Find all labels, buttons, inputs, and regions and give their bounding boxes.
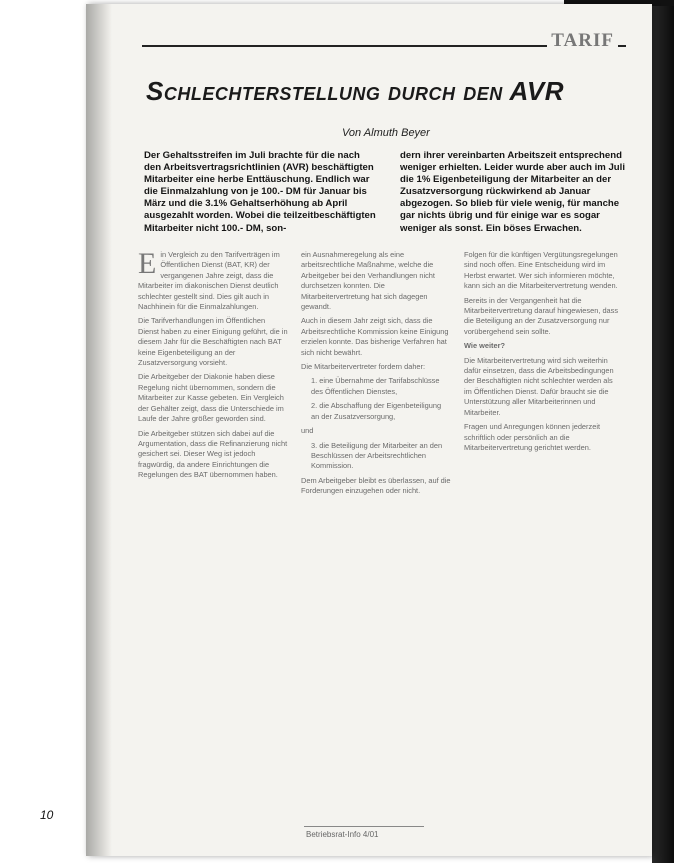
body-paragraph: Fragen und Anregungen können jederzeit schriftlich oder persönlich an die Mitarbeitervertretung gerichtet werden. xyxy=(464,422,601,452)
body-paragraph: und xyxy=(301,426,314,436)
body-paragraph: Bereits in der Vergangenheit hat die Mitarbeitervertretung darauf hingewiesen, dass die Beteiligung an der Zusatzversorgung nur vorübergehend sein sollte. xyxy=(464,295,619,336)
magazine-page xyxy=(86,4,652,856)
body-paragraph: Die Arbeitgeber stützen sich dabei auf die Argumentation, dass die Refinanzierung nicht gesichert sei. Dieser Weg ist jedoch fragwürdig, da andere Einrichtungen die Regelungen des BAT übernommen haben. xyxy=(138,428,288,480)
list-item: 2. die Abschaffung der Eigenbeteiligung an der Zusatzversorgung, xyxy=(311,401,442,421)
body-column-3 xyxy=(464,250,622,457)
body-column-2 xyxy=(301,250,451,501)
list-item: 3. die Beteiligung der Mitarbeiter an den Beschlüssen der Arbeitsrechtlichen Kommission. xyxy=(311,440,443,471)
lead-paragraph-left: Der Gehaltsstreifen im Juli brachte für die nach den Arbeitsvertragsrichtlinien (AVR) beschäftigten Mitarbeiter eine herbe Enttäuschung. Endlich war die Einmalzahlung von je 100.- DM für Januar bis März und die 3.1% Gehaltserhöhung ab April ausgezahlt worden. Wobei die teilzeitbeschäftigten Mitarbeiter nicht 100.- DM, son- xyxy=(144,150,376,234)
body-paragraph: ein Ausnahmeregelung als eine arbeitsrechtliche Maßnahme, welche die Arbeitgeber bei den Verhandlungen nicht durchsetzen konnten. Die Mitarbeitervertretung hat sich dagegen gewandt. xyxy=(301,250,435,312)
lead-paragraph-right: dern ihrer vereinbarten Arbeitszeit entsprechend weniger erhielten. Leider wurde aber auch im Juli die 1% Eigenbeteiligung der Mitarbeiter an der Zusatzversorgung rückwirkend ab Januar abgezogen. So blieb für viele wenig, für manche gar nichts übrig und für einige war es sogar weniger als sonst. Ein böses Erwachen. xyxy=(400,150,625,234)
page-number: 10 xyxy=(40,808,54,822)
body-paragraph: Folgen für die künftigen Vergütungsregelungen sind noch offen. Eine Entscheidung wird im Herbst erwartet. Wer sich informieren möchte, kann sich an die Mitarbeitervertretung wenden. xyxy=(464,250,618,291)
footer-rule xyxy=(304,826,424,827)
body-column-1 xyxy=(138,247,288,810)
body-paragraph: Dem Arbeitgeber bleibt es überlassen, auf die Forderungen einzugehen oder nicht. xyxy=(301,475,451,496)
list-item: 1. eine Übernahme der Tarifabschlüsse des Öffentlichen Dienstes, xyxy=(311,376,440,396)
footer-issue: Betriebsrat-Info 4/01 xyxy=(306,830,379,839)
article-byline: Von Almuth Beyer xyxy=(342,127,430,139)
body-paragraph: Die Mitarbeitervertreter fordern daher: xyxy=(301,362,426,372)
column-subhead: Wie weiter? xyxy=(464,341,506,351)
body-paragraph: Die Tarifverhandlungen im Öffentlichen Dienst haben zu einer Einigung geführt, die in diesem Jahr für die Beschäftigten nach BAT keine Eigenbeteiligung an der Zusatzversorgung vorsieht. xyxy=(138,316,288,368)
drop-cap: E xyxy=(138,247,157,280)
body-paragraph: Die Arbeitgeber der Diakonie haben diese Regelung nicht übernommen, sondern die Mitarbeiter zur Kasse gebeten. Ein Vergleich der Gehälter zeigt, dass die Unterschiede im Laufe der Jahre größer geworden sind. xyxy=(138,372,284,424)
scan-background xyxy=(652,0,674,863)
article-headline: Schlechterstellung durch den AVR xyxy=(146,76,565,106)
body-paragraph: Die Mitarbeitervertretung wird sich weiterhin dafür einsetzen, dass die Arbeitsbedingungen der Beschäftigten nicht schlechter werden als im Öffentlichen Dienst. Dafür braucht sie die Unterstützung aller Mitarbeiterinnen und Mitarbeiter. xyxy=(464,355,614,417)
section-tag: TARIF xyxy=(547,30,618,52)
body-paragraph: Auch in diesem Jahr zeigt sich, dass die Arbeitsrechtliche Kommission keine Einigung erzielen konnte. Das bisherige Verfahren hat sich nicht bewährt. xyxy=(301,316,449,357)
body-paragraph: Ein Vergleich zu den Tarifverträgen im Öffentlichen Dienst (BAT, KR) der vergangenen Jahre zeigt, dass die Mitarbeiter im diakonischen Dienst deutlich schlechter gestellt sind. Dies gilt auch in Nachhinein für die Einmalzahlungen. xyxy=(138,247,280,312)
